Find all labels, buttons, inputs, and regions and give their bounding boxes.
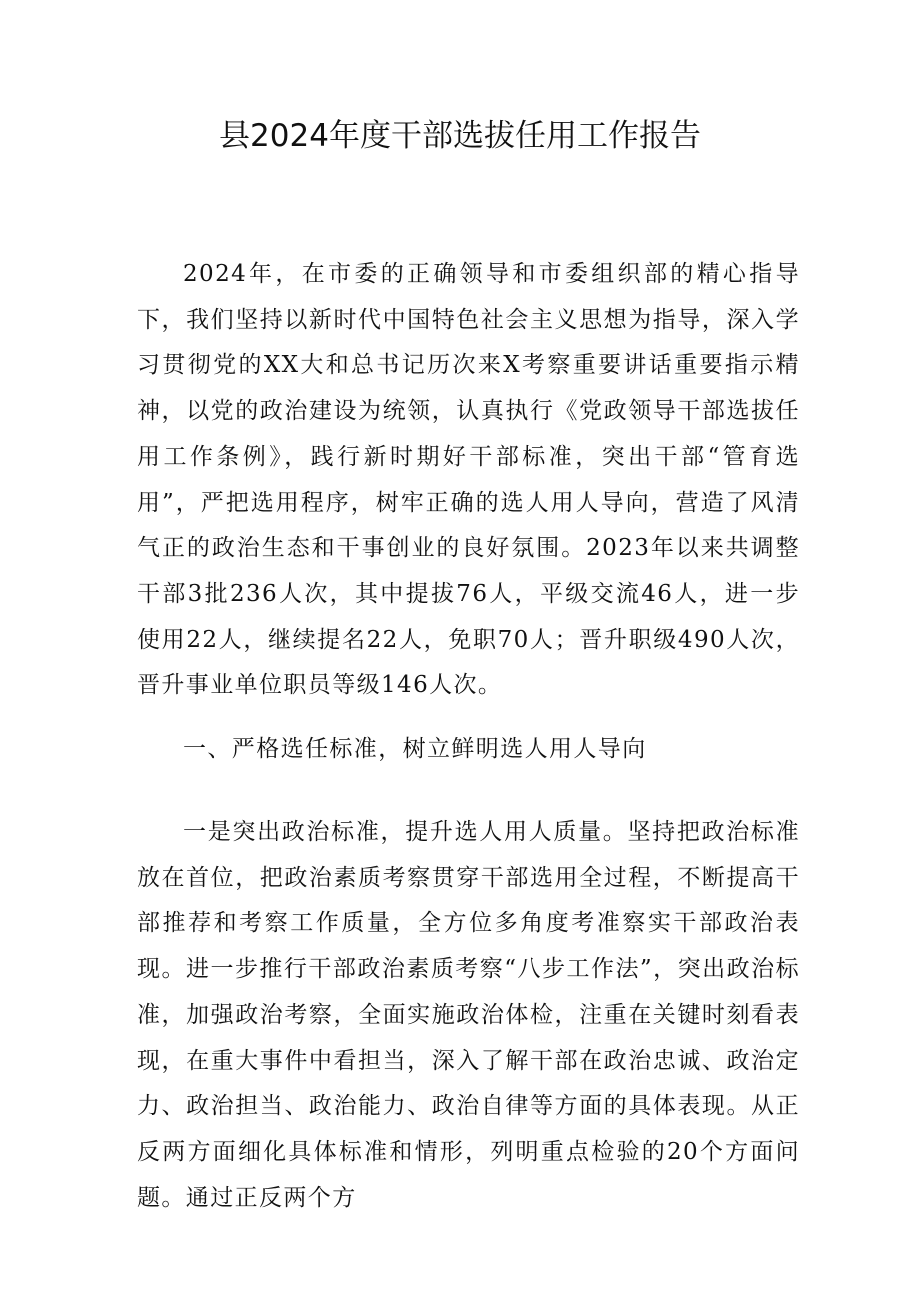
paragraph-intro: 2024年，在市委的正确领导和市委组织部的精心指导下，我们坚持以新时代中国特色社会主义思想为指导，深入学习贯彻党的XX大和总书记历次来X考察重要讲话重要指示精神，以党的政治建设为统领，认真执行《党政领导干部选拔任用工作条例》，践行新时期好干部标准，突出干部“管育选用”，严把选用程序，树牢正确的选人用人导向，营造了风清气正的政治生态和干事创业的良好氛围。2023年以来共调整干部3批236人次，其中提拔76人，平级交流46人，进一步使用22人，继续提名22人，免职70人；晋升职级490人次，晋升事业单位职员等级146人次。 — [137, 261, 800, 699]
document-title: 县2024年度干部选拔任用工作报告 — [219, 118, 701, 154]
paragraph-political-standard: 一是突出政治标准，提升选人用人质量。坚持把政治标准放在首位，把政治素质考察贯穿干部选用全过程，不断提高干部推荐和考察工作质量，全方位多角度考准察实干部政治表现。进一步推行干部政治素质考察“八步工作法”，突出政治标准，加强政治考察，全面实施政治体检，注重在关键时刻看表现，在重大事件中看担当，深入了解干部在政治忠诚、政治定力、政治担当、政治能力、政治自律等方面的具体表现。从正反两方面细化具体标准和情形，列明重点检验的20个方面问题。通过正反两个方 — [137, 819, 800, 1211]
section-heading-1: 一、严格选任标准，树立鲜明选人用人导向 — [183, 736, 647, 762]
